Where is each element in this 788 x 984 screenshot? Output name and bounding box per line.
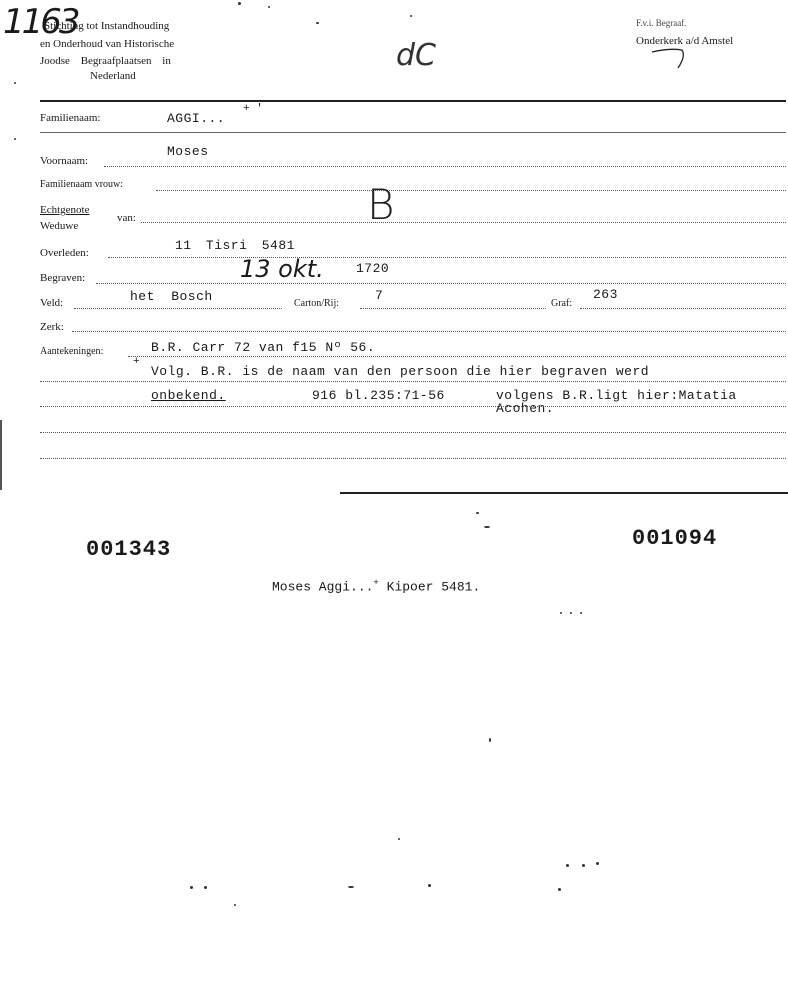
overleden-dots [108,257,786,258]
note-line-5: volgens B.R.ligt hier:Matatia [496,388,737,403]
note-dots-5 [40,458,786,459]
org-line-2: en Onderhoud van Historische [40,38,175,50]
caption-rest: Kipoer 5481. [386,579,481,595]
org-line-1: Stichting tot Instandhouding [44,20,170,32]
aantekeningen-dots [128,356,786,357]
speck [316,22,319,24]
overleden-value: 11 Tisri 5481 [175,238,295,253]
speck [268,6,270,8]
speck [484,526,490,528]
graf-value: 263 [593,287,618,302]
note-mark: + [133,356,140,368]
org-line-4: Nederland [90,70,136,82]
location-underline-stroke [650,46,710,70]
veld-label: Veld: [40,297,64,309]
caption [272,578,480,594]
caption-name: Moses Aggi... [272,579,374,595]
begraven-year: 1720 [356,261,390,276]
speck [428,884,431,887]
van-dots [141,222,786,223]
card-bottom-edge [340,492,788,494]
note-line-1: B.R. Carr 72 van f15 Nº 56. [151,340,376,355]
speck [570,612,572,614]
graf-label: Graf: [551,298,573,309]
caption-mark: + [373,578,379,588]
location-small: F.v.i. Begraaf. [636,18,687,28]
note-line-4: 916 bl.235:71-56 [312,388,445,403]
card-left-edge [0,420,2,490]
familienaam-vrouw-dots [156,190,786,191]
carton-dots [360,308,546,309]
stamp-right: 001094 [632,526,718,551]
note-dots-3 [40,406,786,407]
graf-dots [580,308,786,309]
note-dots-2 [40,381,786,382]
note-line-2: Volg. B.R. is de naam van den persoon die hier begraven werd [151,364,650,379]
voornaam-dots [104,166,786,167]
aantekeningen-label: Aantekeningen: [40,346,104,357]
speck [489,738,491,742]
speck [566,864,569,867]
carton-label: Carton/Rij: [294,298,339,309]
familienaam-label: Familienaam: [40,112,101,124]
handwritten-letter-b: B [367,180,395,229]
speck [348,886,354,888]
speck [560,612,562,614]
note-dots-4 [40,432,786,433]
echtgenote-label: Echtgenote [40,204,90,216]
begraven-handwritten-date: 13 okt. [240,255,324,283]
voornaam-value: Moses [167,144,209,159]
speck [596,862,599,865]
speck [558,888,561,891]
org-line-3: Joodse Begraafplaatsen in [40,55,171,67]
speck [398,838,400,840]
top-rule [40,100,786,102]
carton-value: 7 [375,288,384,303]
note-line-6: Acohen. [496,401,555,416]
van-label: van: [117,212,136,224]
voornaam-label: Voornaam: [40,155,89,167]
familienaam-vrouw-label: Familienaam vrouw: [40,179,124,190]
zerk-label: Zerk: [40,321,64,333]
speck [190,886,193,889]
speck [476,512,479,514]
scribble-mark: dC [396,38,436,73]
familienaam-rule [40,132,786,133]
veld-dots [74,308,282,309]
note-line-3: onbekend. [151,388,226,403]
handwritten-number: 1163 [3,2,78,42]
veld-value: het Bosch [130,289,213,304]
begraven-label: Begraven: [40,272,86,284]
speck [582,864,585,867]
weduwe-label: Weduwe [40,220,79,232]
zerk-dots [72,331,786,332]
speck [238,2,241,5]
begraven-dots [96,283,786,284]
familienaam-value: AGGI... [167,111,226,126]
speck [204,886,207,889]
stamp-left: 001343 [86,537,172,562]
speck [580,612,582,614]
speck [234,904,236,906]
location: Onderkerk a/d Amstel [636,35,734,47]
familienaam-mark: + ' [243,103,263,115]
speck [14,82,16,84]
speck [410,15,412,17]
speck [14,138,16,140]
overleden-label: Overleden: [40,247,89,259]
